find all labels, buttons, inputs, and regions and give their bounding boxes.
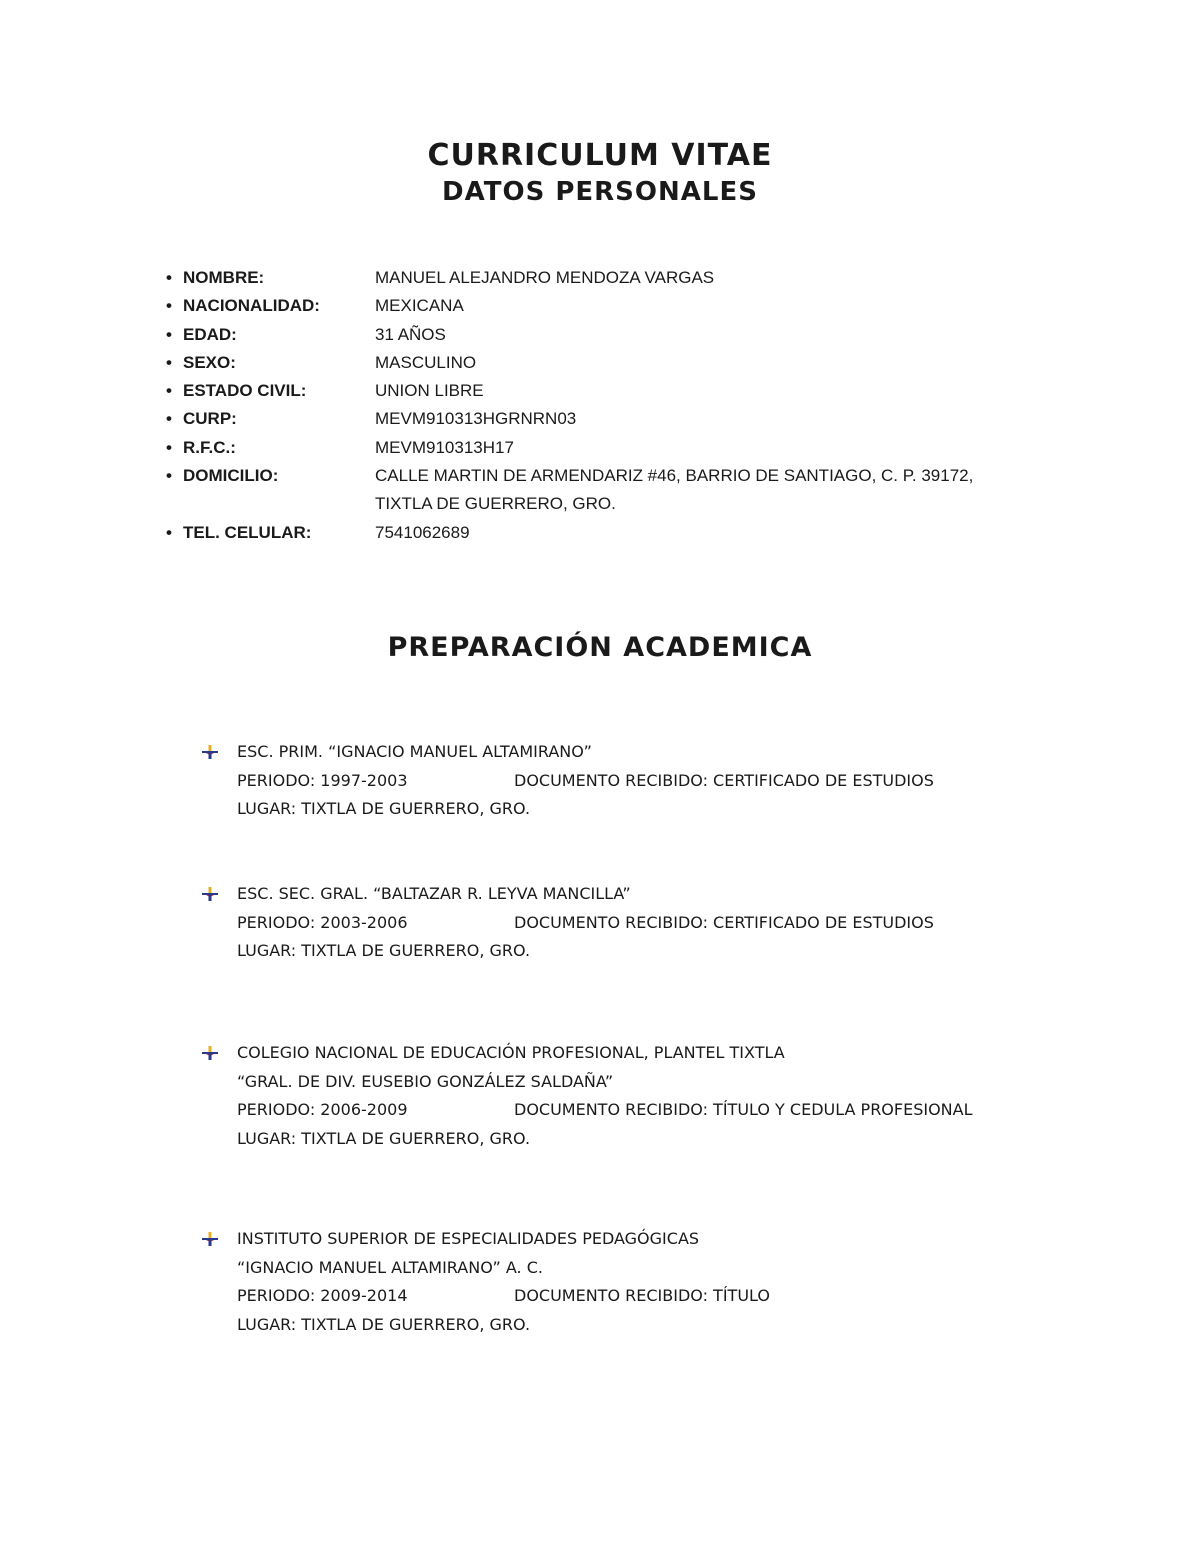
academic-entry — [200, 880, 1100, 966]
dot-bullet-icon: • — [166, 409, 172, 429]
personal-row-rfc — [166, 434, 1066, 462]
dot-bullet-icon: • — [166, 522, 172, 542]
institution-name: COLEGIO NACIONAL DE EDUCACIÓN PROFESIONAL, PLANTEL TIXTLA — [237, 1043, 785, 1062]
section-title-personal: DATOS PERSONALES — [442, 177, 758, 207]
period: PERIODO: 1997-2003 — [237, 770, 408, 790]
document-received: DOCUMENTO RECIBIDO: CERTIFICADO DE ESTUDIOS — [514, 912, 934, 932]
field-value: MANUEL ALEJANDRO MENDOZA VARGAS — [375, 268, 715, 287]
field-label: TEL. CELULAR: — [183, 522, 312, 542]
arrow-bullet-icon — [200, 887, 220, 901]
place: LUGAR: TIXTLA DE GUERRERO, GRO. — [237, 1314, 531, 1334]
field-value: 7541062689 — [375, 522, 470, 542]
dot-bullet-icon: • — [166, 268, 172, 287]
section-title-academic: PREPARACIÓN ACADEMICA — [387, 632, 813, 663]
institution-name-line2: “IGNACIO MANUEL ALTAMIRANO” A. C. — [237, 1257, 543, 1277]
document-title: CURRICULUM VITAE — [427, 138, 773, 173]
field-value: MEVM910313H17 — [375, 437, 514, 457]
place: LUGAR: TIXTLA DE GUERRERO, GRO. — [237, 799, 531, 818]
personal-row-edad — [166, 321, 1066, 349]
field-value — [375, 462, 1066, 519]
dot-bullet-icon: • — [166, 296, 172, 316]
field-value: 31 AÑOS — [375, 324, 446, 344]
field-label: ESTADO CIVIL: — [183, 381, 307, 401]
dot-bullet-icon: • — [166, 324, 172, 344]
arrow-bullet-icon — [200, 1046, 220, 1060]
academic-entry — [200, 1225, 1100, 1339]
personal-row-nombre — [166, 264, 1066, 292]
field-value-line: CALLE MARTIN DE ARMENDARIZ #46, BARRIO DE SANTIAGO, C. P. 39172, — [375, 466, 974, 486]
field-label: R.F.C.: — [183, 437, 236, 457]
personal-row-curp — [166, 405, 1066, 433]
field-label: CURP: — [183, 409, 237, 429]
field-label: EDAD: — [183, 324, 237, 344]
field-value: MEXICANA — [375, 296, 464, 316]
arrow-bullet-icon — [200, 745, 220, 759]
field-value-line: TIXTLA DE GUERRERO, GRO. — [375, 494, 616, 514]
document-received: DOCUMENTO RECIBIDO: CERTIFICADO DE ESTUDIOS — [514, 770, 934, 790]
document-received: DOCUMENTO RECIBIDO: TÍTULO Y CEDULA PROFESIONAL — [514, 1100, 973, 1119]
place: LUGAR: TIXTLA DE GUERRERO, GRO. — [237, 1128, 531, 1148]
personal-row-tel-celular — [166, 519, 1066, 547]
academic-entry — [200, 1039, 1100, 1153]
period: PERIODO: 2003-2006 — [237, 912, 408, 932]
personal-data-list — [166, 264, 1066, 547]
institution-name: INSTITUTO SUPERIOR DE ESPECIALIDADES PEDAGÓGICAS — [237, 1229, 700, 1248]
arrow-bullet-icon — [200, 1232, 220, 1246]
dot-bullet-icon: • — [166, 381, 172, 401]
period: PERIODO: 2006-2009 — [237, 1100, 408, 1119]
dot-bullet-icon: • — [166, 437, 172, 457]
field-label: DOMICILIO: — [183, 466, 279, 486]
institution-name-line2: “GRAL. DE DIV. EUSEBIO GONZÁLEZ SALDAÑA” — [237, 1071, 614, 1091]
period: PERIODO: 2009-2014 — [237, 1286, 408, 1305]
personal-row-domicilio — [166, 462, 1066, 519]
field-value: MEVM910313HGRNRN03 — [375, 409, 577, 429]
document-received: DOCUMENTO RECIBIDO: TÍTULO — [514, 1286, 770, 1305]
personal-row-estado-civil — [166, 377, 1066, 405]
field-label: NACIONALIDAD: — [183, 296, 320, 316]
field-value: UNION LIBRE — [375, 381, 484, 401]
institution-name: ESC. PRIM. “IGNACIO MANUEL ALTAMIRANO” — [237, 742, 592, 761]
field-value: MASCULINO — [375, 352, 477, 372]
field-label: NOMBRE: — [183, 268, 265, 287]
field-label: SEXO: — [183, 352, 236, 372]
personal-row-sexo — [166, 349, 1066, 377]
place: LUGAR: TIXTLA DE GUERRERO, GRO. — [237, 941, 531, 960]
academic-entry — [200, 738, 1100, 824]
institution-name: ESC. SEC. GRAL. “BALTAZAR R. LEYVA MANCILLA” — [237, 884, 631, 903]
dot-bullet-icon: • — [166, 466, 172, 486]
dot-bullet-icon: • — [166, 352, 172, 372]
personal-row-nacionalidad — [166, 292, 1066, 320]
